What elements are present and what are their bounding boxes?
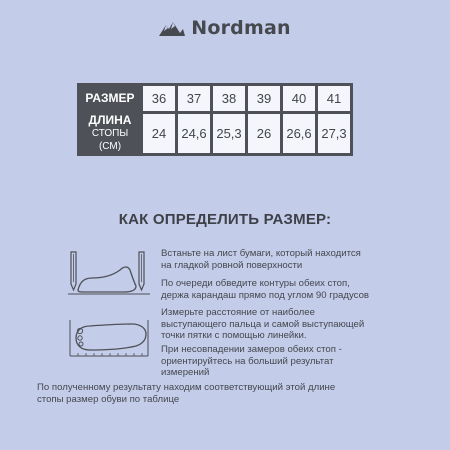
step-4-line: ориентируйтесь на больший результат	[161, 355, 334, 367]
footer-note	[37, 382, 417, 405]
length-cell: 26,6	[283, 114, 315, 153]
length-cell: 25,3	[213, 114, 245, 153]
size-cell: 37	[178, 86, 210, 111]
size-cell: 41	[318, 86, 350, 111]
length-cell: 24,6	[178, 114, 210, 153]
length-label-sub: СТОПЫ (СМ)	[91, 128, 129, 152]
footer-line: стопы размер обуви по таблице	[37, 393, 180, 405]
brand-name: Nordman	[191, 17, 291, 39]
instructions-heading: КАК ОПРЕДЕЛИТЬ РАЗМЕР:	[118, 211, 332, 228]
size-cell: 39	[248, 86, 280, 111]
step-3-line: точки пятки с помощью линейки.	[161, 330, 307, 341]
length-row	[80, 114, 350, 153]
step-3-line: выступающего пальца и самой выступающей	[161, 318, 365, 330]
step-4	[161, 344, 426, 379]
step-3	[161, 307, 426, 342]
size-cell: 36	[143, 86, 175, 111]
step-2-line: держа карандаш прямо под углом 90 градусов	[161, 289, 370, 301]
mountain-logo-icon	[159, 20, 185, 36]
size-row	[80, 86, 350, 111]
step-4-line: измерений	[161, 367, 210, 378]
brand-logo	[0, 17, 450, 39]
length-cell: 24	[143, 114, 175, 153]
length-cell: 26	[248, 114, 280, 153]
step-1-line: на гладкой ровной поверхности	[161, 259, 303, 271]
size-cell: 38	[213, 86, 245, 111]
length-cell: 27,3	[318, 114, 350, 153]
step-2	[161, 278, 426, 301]
size-row-header: РАЗМЕР	[80, 86, 140, 111]
foot-pencils-icon	[64, 248, 154, 300]
footer-line: По полученному результату находим соответствующий этой длине	[37, 382, 336, 393]
step-1	[161, 248, 426, 271]
foot-ruler-icon	[64, 318, 154, 360]
step-4-line: При несовпадении замеров обеих стоп -	[161, 344, 342, 355]
step-2-line: По очереди обведите контуры обеих стоп,	[161, 278, 350, 289]
size-table	[77, 83, 353, 156]
step-3-line: Измерьте расстояние от наиболее	[161, 307, 315, 318]
length-row-header	[80, 114, 140, 153]
length-label-main: ДЛИНА	[88, 113, 132, 127]
size-cell: 40	[283, 86, 315, 111]
step-1-line: Встаньте на лист бумаги, который находится	[161, 248, 361, 259]
